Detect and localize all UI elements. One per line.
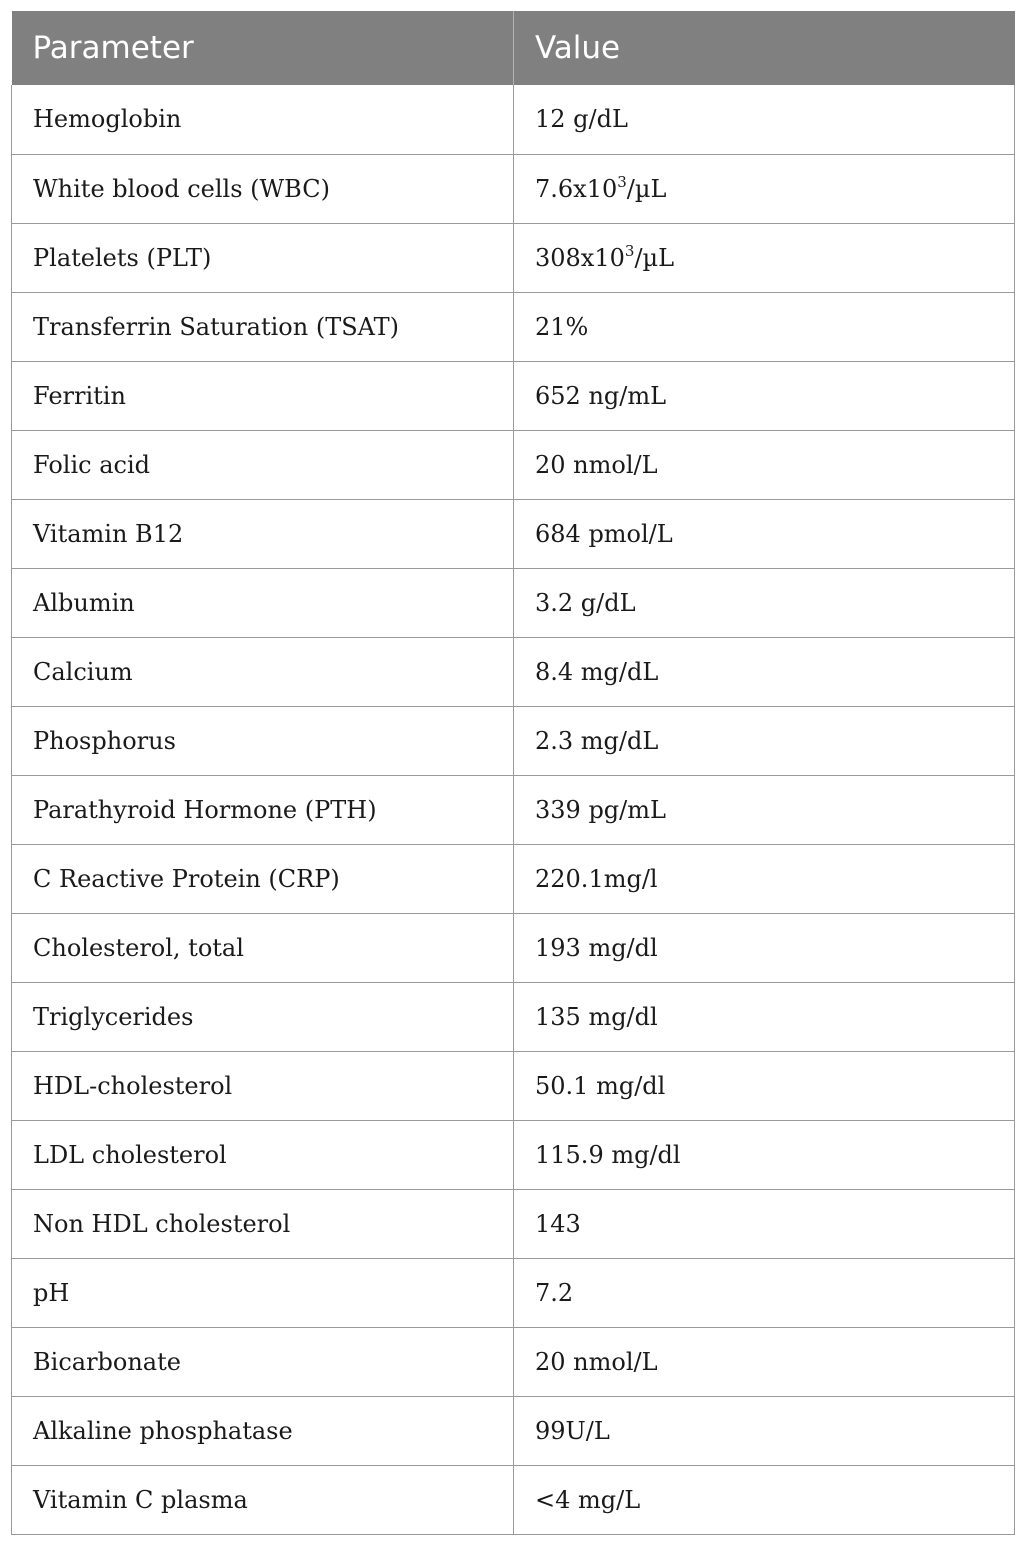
table-row xyxy=(12,292,1015,361)
table-row xyxy=(12,913,1015,982)
value-cell: 7.2 xyxy=(514,1258,1015,1327)
parameter-cell: Vitamin C plasma xyxy=(12,1465,514,1534)
table-row xyxy=(12,1189,1015,1258)
parameter-cell: Ferritin xyxy=(12,361,514,430)
parameter-cell: Cholesterol, total xyxy=(12,913,514,982)
value-unit: /µL xyxy=(626,174,667,203)
value-cell: 12 g/dL xyxy=(514,85,1015,154)
parameter-cell: Parathyroid Hormone (PTH) xyxy=(12,775,514,844)
table-header-row xyxy=(12,11,1015,85)
header-parameter: Parameter xyxy=(12,11,514,85)
table-row xyxy=(12,361,1015,430)
parameter-cell: Bicarbonate xyxy=(12,1327,514,1396)
table-row xyxy=(12,982,1015,1051)
parameter-cell: LDL cholesterol xyxy=(12,1120,514,1189)
value-cell: 143 xyxy=(514,1189,1015,1258)
table-row xyxy=(12,706,1015,775)
header-value: Value xyxy=(514,11,1015,85)
table-row xyxy=(12,499,1015,568)
parameter-cell: Alkaline phosphatase xyxy=(12,1396,514,1465)
table-row xyxy=(12,223,1015,292)
value-cell: 2.3 mg/dL xyxy=(514,706,1015,775)
value-cell: 115.9 mg/dl xyxy=(514,1120,1015,1189)
value-base: 7.6x10 xyxy=(535,174,618,203)
table-row xyxy=(12,1051,1015,1120)
table-row xyxy=(12,154,1015,223)
value-cell: 193 mg/dl xyxy=(514,913,1015,982)
parameter-cell: Phosphorus xyxy=(12,706,514,775)
value-cell: 50.1 mg/dl xyxy=(514,1051,1015,1120)
table-row xyxy=(12,637,1015,706)
parameter-cell: HDL-cholesterol xyxy=(12,1051,514,1120)
parameter-cell: Vitamin B12 xyxy=(12,499,514,568)
value-cell: 20 nmol/L xyxy=(514,430,1015,499)
parameter-cell: Albumin xyxy=(12,568,514,637)
value-cell xyxy=(514,223,1015,292)
value-cell: 99U/L xyxy=(514,1396,1015,1465)
parameter-cell: Hemoglobin xyxy=(12,85,514,154)
lab-results-table xyxy=(11,11,1015,1535)
value-unit: /µL xyxy=(634,243,675,272)
parameter-cell: Transferrin Saturation (TSAT) xyxy=(12,292,514,361)
value-cell: 652 ng/mL xyxy=(514,361,1015,430)
value-cell: 135 mg/dl xyxy=(514,982,1015,1051)
value-cell: 220.1mg/l xyxy=(514,844,1015,913)
table-row xyxy=(12,1258,1015,1327)
table-row xyxy=(12,1327,1015,1396)
table-row xyxy=(12,844,1015,913)
table-row xyxy=(12,1120,1015,1189)
table-row xyxy=(12,568,1015,637)
value-cell: 20 nmol/L xyxy=(514,1327,1015,1396)
parameter-cell: Triglycerides xyxy=(12,982,514,1051)
parameter-cell: Platelets (PLT) xyxy=(12,223,514,292)
value-exponent: 3 xyxy=(617,172,627,191)
table-row xyxy=(12,1465,1015,1534)
value-cell xyxy=(514,154,1015,223)
value-cell: 8.4 mg/dL xyxy=(514,637,1015,706)
value-cell: <4 mg/L xyxy=(514,1465,1015,1534)
table-row xyxy=(12,430,1015,499)
parameter-cell: pH xyxy=(12,1258,514,1327)
parameter-cell: Folic acid xyxy=(12,430,514,499)
table-row xyxy=(12,1396,1015,1465)
table-row xyxy=(12,775,1015,844)
value-exponent: 3 xyxy=(624,241,635,260)
value-base: 308x10 xyxy=(535,243,625,272)
value-cell: 339 pg/mL xyxy=(514,775,1015,844)
parameter-cell: C Reactive Protein (CRP) xyxy=(12,844,514,913)
parameter-cell: Non HDL cholesterol xyxy=(12,1189,514,1258)
value-cell: 3.2 g/dL xyxy=(514,568,1015,637)
parameter-cell: White blood cells (WBC) xyxy=(12,154,514,223)
value-cell: 684 pmol/L xyxy=(514,499,1015,568)
value-cell: 21% xyxy=(514,292,1015,361)
parameter-cell: Calcium xyxy=(12,637,514,706)
table-row xyxy=(12,85,1015,154)
